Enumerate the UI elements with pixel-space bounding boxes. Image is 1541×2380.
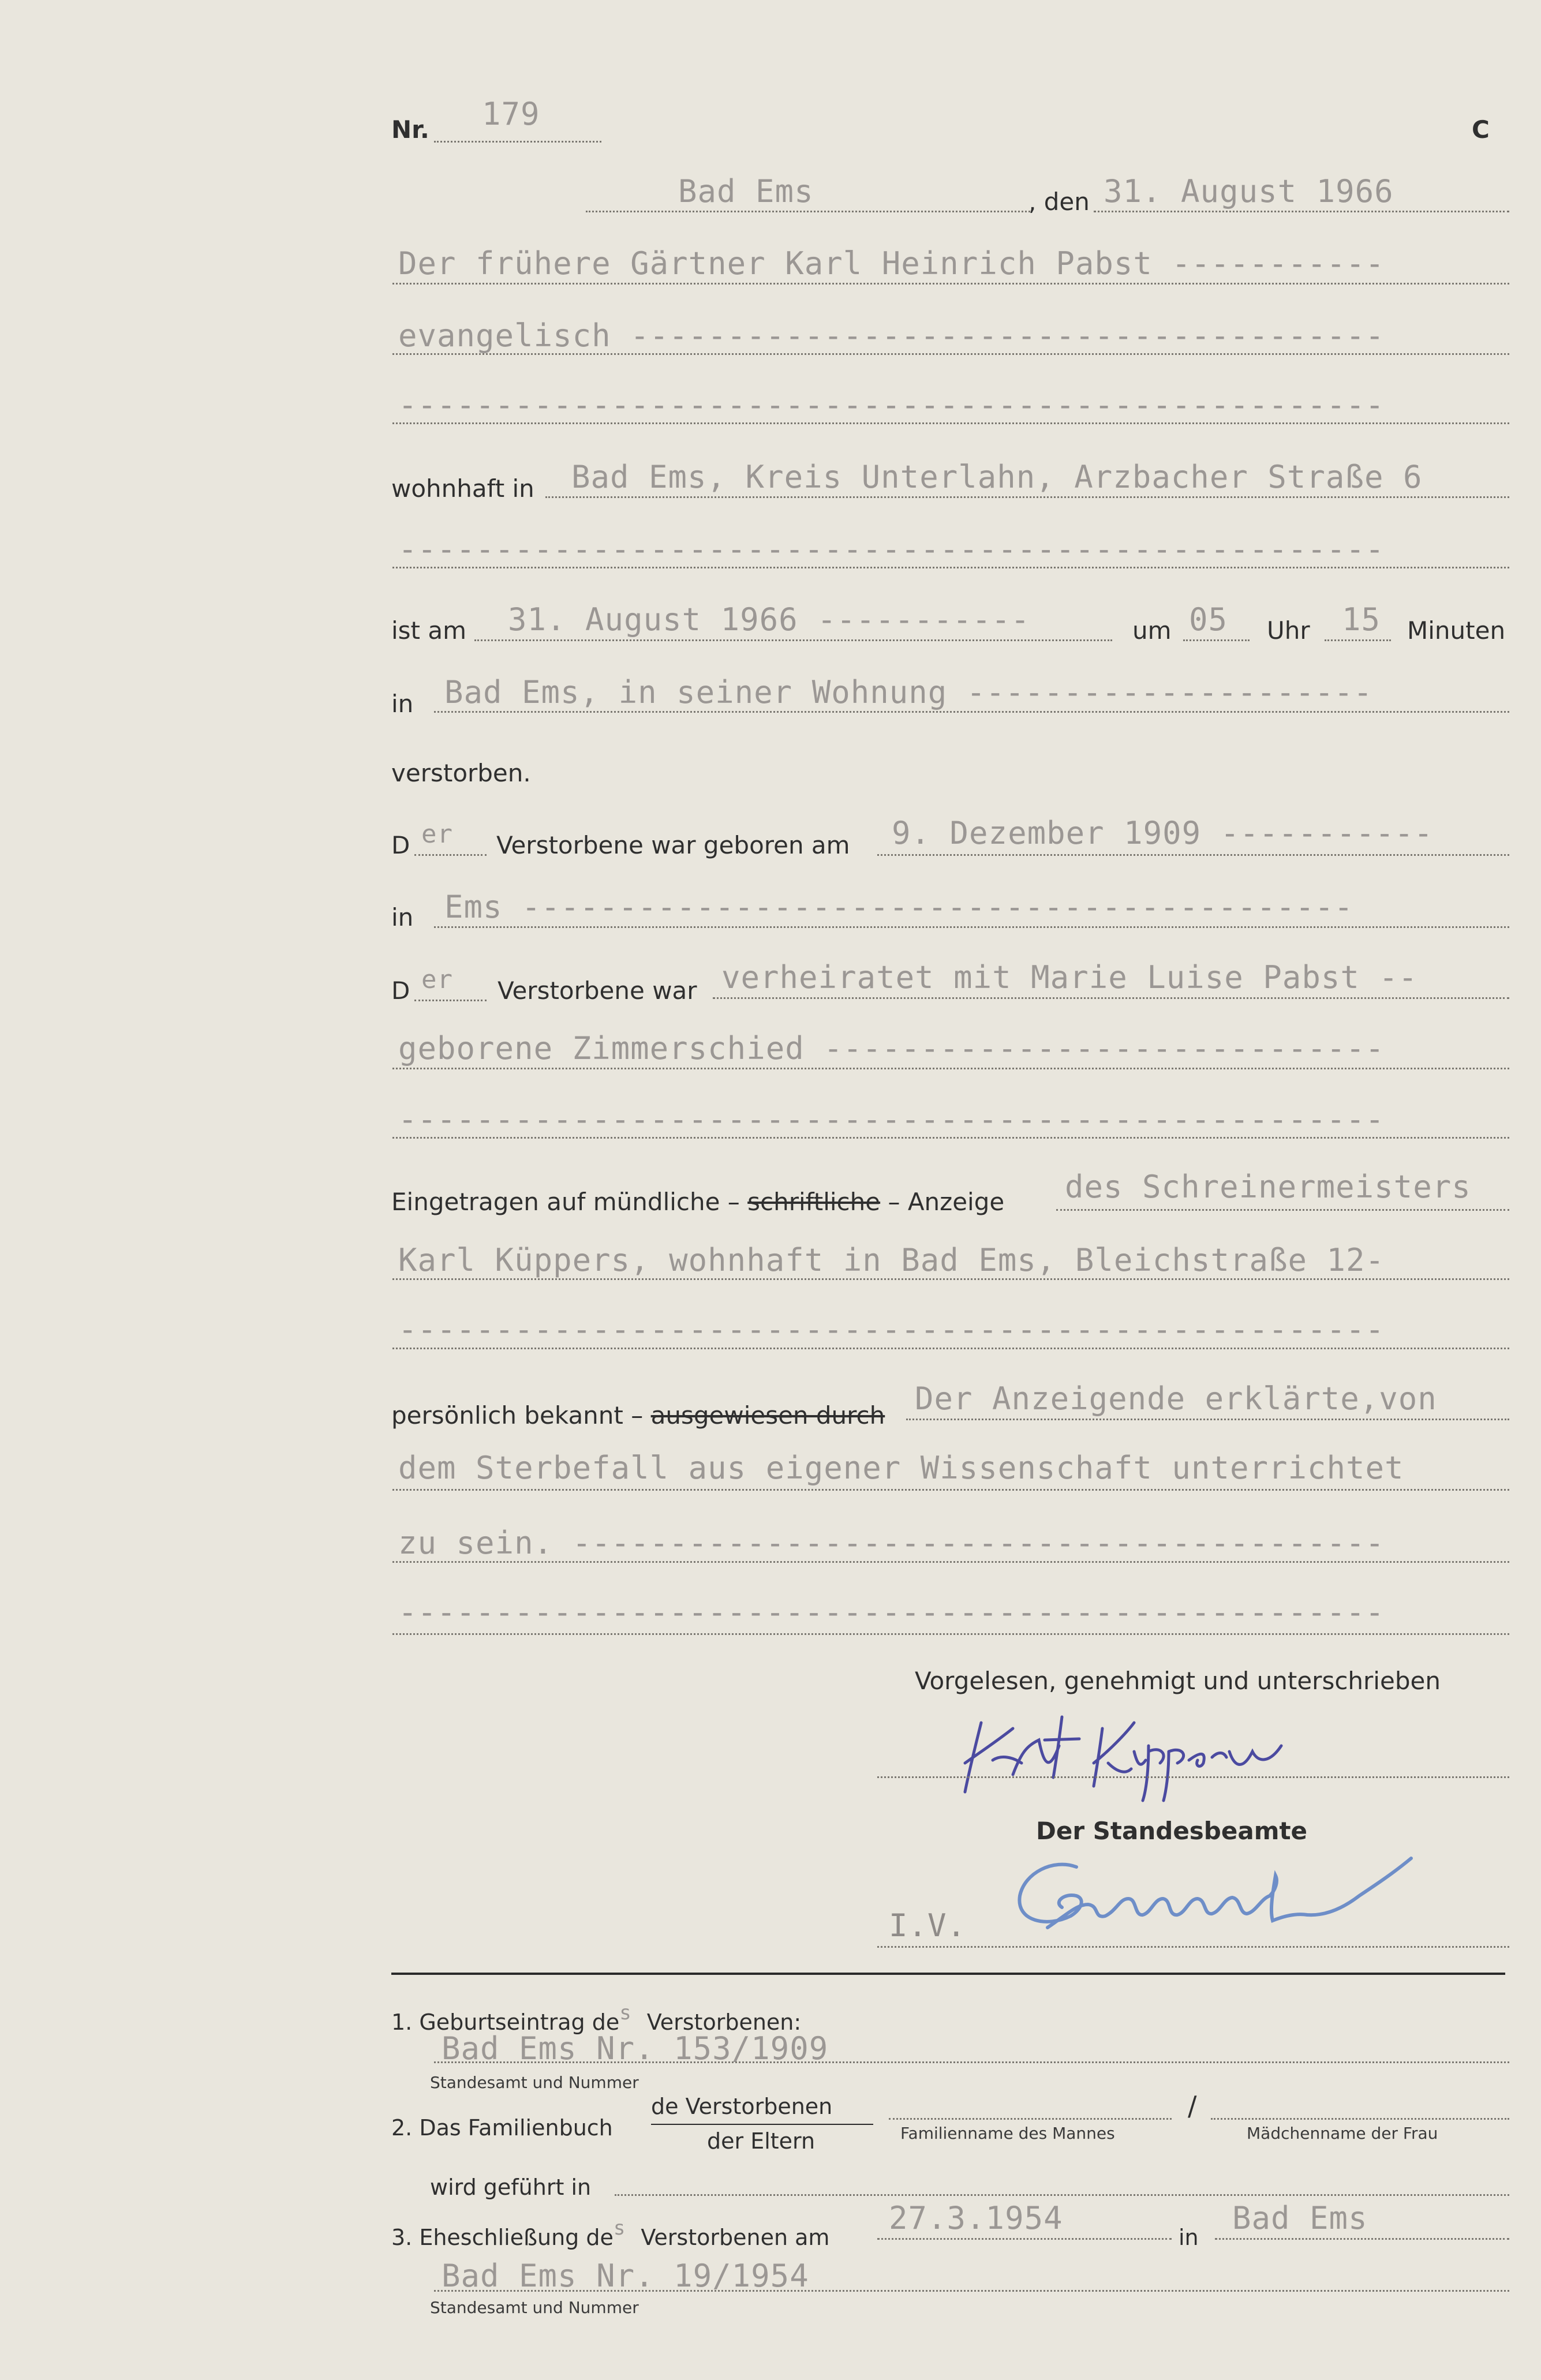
c-label: C — [1472, 115, 1490, 144]
identity-label-struck: ausgewiesen durch — [650, 1401, 885, 1430]
section-divider — [391, 1973, 1505, 1975]
dotted-line — [392, 353, 1509, 355]
item2-caption-right: Mädchenname der Frau — [1247, 2124, 1438, 2143]
death-minutes: 15 — [1342, 601, 1381, 638]
item1-label-b: Verstorbenen: — [646, 2009, 802, 2035]
item3-label-a: 3. Eheschließung de — [391, 2225, 614, 2250]
item3-label-b: Verstorbenen am — [641, 2225, 830, 2250]
dotted-line — [392, 422, 1509, 424]
registrar-label: Der Standesbeamte — [1036, 1817, 1308, 1845]
dotted-line — [615, 2194, 1509, 2196]
death-place: Bad Ems, in seiner Wohnung --------------------- — [444, 674, 1373, 710]
dotted-line — [1056, 1209, 1509, 1211]
dotted-line — [474, 639, 1112, 641]
dotted-line — [392, 1068, 1509, 1069]
dotted-line — [434, 2290, 1509, 2292]
death-hour: 05 — [1189, 601, 1228, 638]
marital-d-label: D — [391, 976, 410, 1005]
date-dotted-line — [1094, 211, 1509, 212]
registrar-signature-line — [877, 1946, 1509, 1948]
dotted-line — [392, 1278, 1509, 1280]
identity-value-2: dem Sterbefall aus eigener Wissenschaft unterrichtet — [398, 1450, 1404, 1486]
registry-place: Bad Ems — [678, 173, 814, 209]
marital-value: verheiratet mit Marie Luise Pabst -- — [721, 959, 1418, 996]
registration-value-2: Karl Küppers, wohnhaft in Bad Ems, Bleichstraße 12- — [398, 1242, 1385, 1278]
marital-article: er — [421, 965, 453, 994]
registrar-signature — [1013, 1841, 1428, 1948]
item1-value: Bad Ems Nr. 153/1909 — [442, 2030, 829, 2067]
person-line-2: evangelisch --------------------------------------- — [398, 317, 1385, 354]
dotted-line — [545, 496, 1509, 498]
dotted-line — [414, 854, 487, 856]
item2-label-2: wird geführt in — [430, 2175, 592, 2200]
registry-date: 31. August 1966 — [1104, 173, 1394, 209]
dotted-line — [1183, 639, 1250, 641]
registration-label-b: – Anzeige — [888, 1188, 1005, 1216]
birth-label: Verstorbene war geboren am — [496, 831, 850, 859]
registration-value-1: des Schreinermeisters — [1065, 1169, 1471, 1205]
dotted-line — [392, 1489, 1509, 1491]
identity-label-a: persönlich bekannt – — [391, 1401, 644, 1430]
item2-bottom: der Eltern — [707, 2128, 816, 2154]
marital-label: Verstorbene war — [498, 976, 697, 1005]
identity-value-4: --------------------------------------------------- — [398, 1594, 1385, 1630]
den-label: , den — [1028, 188, 1090, 216]
dotted-line — [392, 567, 1509, 568]
dotted-line — [1211, 2118, 1509, 2120]
dotted-line — [392, 1561, 1509, 1563]
item3-place: Bad Ems — [1232, 2200, 1368, 2236]
minuten-label: Minuten — [1407, 616, 1506, 645]
um-label: um — [1132, 616, 1172, 645]
identity-value-1: Der Anzeigende erklärte,von — [915, 1380, 1437, 1417]
ist-am-label: ist am — [391, 616, 467, 645]
item2-label: 2. Das Familienbuch — [391, 2115, 613, 2140]
birth-place: Ems ------------------------------------------- — [444, 889, 1354, 925]
birth-d-label: D — [391, 831, 410, 859]
marital-line-3: --------------------------------------------------- — [398, 1101, 1385, 1137]
dotted-line — [392, 1633, 1509, 1635]
identity-label — [391, 1401, 885, 1430]
dotted-line — [434, 926, 1509, 928]
residence-label: wohnhaft in — [391, 474, 534, 503]
item3-sup: s — [613, 2217, 626, 2240]
item2-fraction-line — [651, 2124, 873, 2125]
dotted-line — [1215, 2238, 1509, 2240]
iv-label: I.V. — [889, 1907, 967, 1944]
item3-caption: Standesamt und Nummer — [430, 2298, 639, 2317]
identity-value-3: zu sein. ------------------------------------------ — [398, 1525, 1385, 1561]
dotted-line — [392, 1137, 1509, 1139]
registration-label-a: Eingetragen auf mündliche – — [391, 1188, 740, 1216]
dotted-line — [906, 1419, 1509, 1420]
person-line-1: Der frühere Gärtner Karl Heinrich Pabst ----------- — [398, 245, 1385, 282]
item1-sup: s — [619, 2001, 632, 2025]
dotted-line — [434, 2061, 1509, 2063]
nr-label: Nr. — [391, 115, 429, 144]
item2-caption-left: Familienname des Mannes — [900, 2124, 1115, 2143]
record-number: 179 — [482, 96, 540, 132]
birth-in-label: in — [391, 903, 414, 931]
item3-in-label: in — [1179, 2225, 1199, 2250]
item3-date: 27.3.1954 — [889, 2200, 1063, 2236]
registration-label — [391, 1188, 1004, 1216]
dotted-line — [392, 283, 1509, 285]
dotted-line — [889, 2118, 1172, 2120]
item3-label — [391, 2217, 830, 2250]
person-line-3: --------------------------------------------------- — [398, 387, 1385, 423]
dotted-line — [713, 997, 1509, 999]
dotted-line — [392, 1348, 1509, 1349]
read-approved-label: Vorgelesen, genehmigt und unterschrieben — [915, 1667, 1441, 1695]
death-date: 31. August 1966 ----------- — [508, 601, 1030, 638]
dotted-line — [414, 1000, 487, 1001]
registration-label-struck: schriftliche — [747, 1188, 881, 1216]
birth-article: er — [421, 819, 453, 849]
death-in-label: in — [391, 690, 414, 718]
registration-value-3: --------------------------------------------------- — [398, 1311, 1385, 1348]
residence-value: Bad Ems, Kreis Unterlahn, Arzbacher Straße 6 — [571, 459, 1423, 495]
birth-date: 9. Dezember 1909 ----------- — [892, 815, 1434, 851]
dotted-line — [877, 2238, 1172, 2240]
item3-value: Bad Ems Nr. 19/1954 — [442, 2258, 809, 2294]
dotted-line — [877, 854, 1509, 856]
item1-label-a: 1. Geburtseintrag de — [391, 2009, 620, 2035]
dotted-line — [434, 711, 1509, 713]
item2-slash: / — [1188, 2090, 1197, 2121]
place-dotted-line — [586, 211, 1030, 212]
marital-line-2: geborene Zimmerschied ----------------------------- — [398, 1030, 1385, 1066]
dotted-line — [1325, 639, 1391, 641]
item2-top: de Verstorbenen — [651, 2094, 833, 2119]
residence-line-2: --------------------------------------------------- — [398, 531, 1385, 567]
nr-dotted-line — [434, 141, 601, 143]
verstorben-label: verstorben. — [391, 759, 531, 787]
informant-signature — [958, 1705, 1351, 1803]
uhr-label: Uhr — [1267, 616, 1310, 645]
informant-signature-line — [877, 1776, 1509, 1778]
item1-caption: Standesamt und Nummer — [430, 2073, 639, 2092]
